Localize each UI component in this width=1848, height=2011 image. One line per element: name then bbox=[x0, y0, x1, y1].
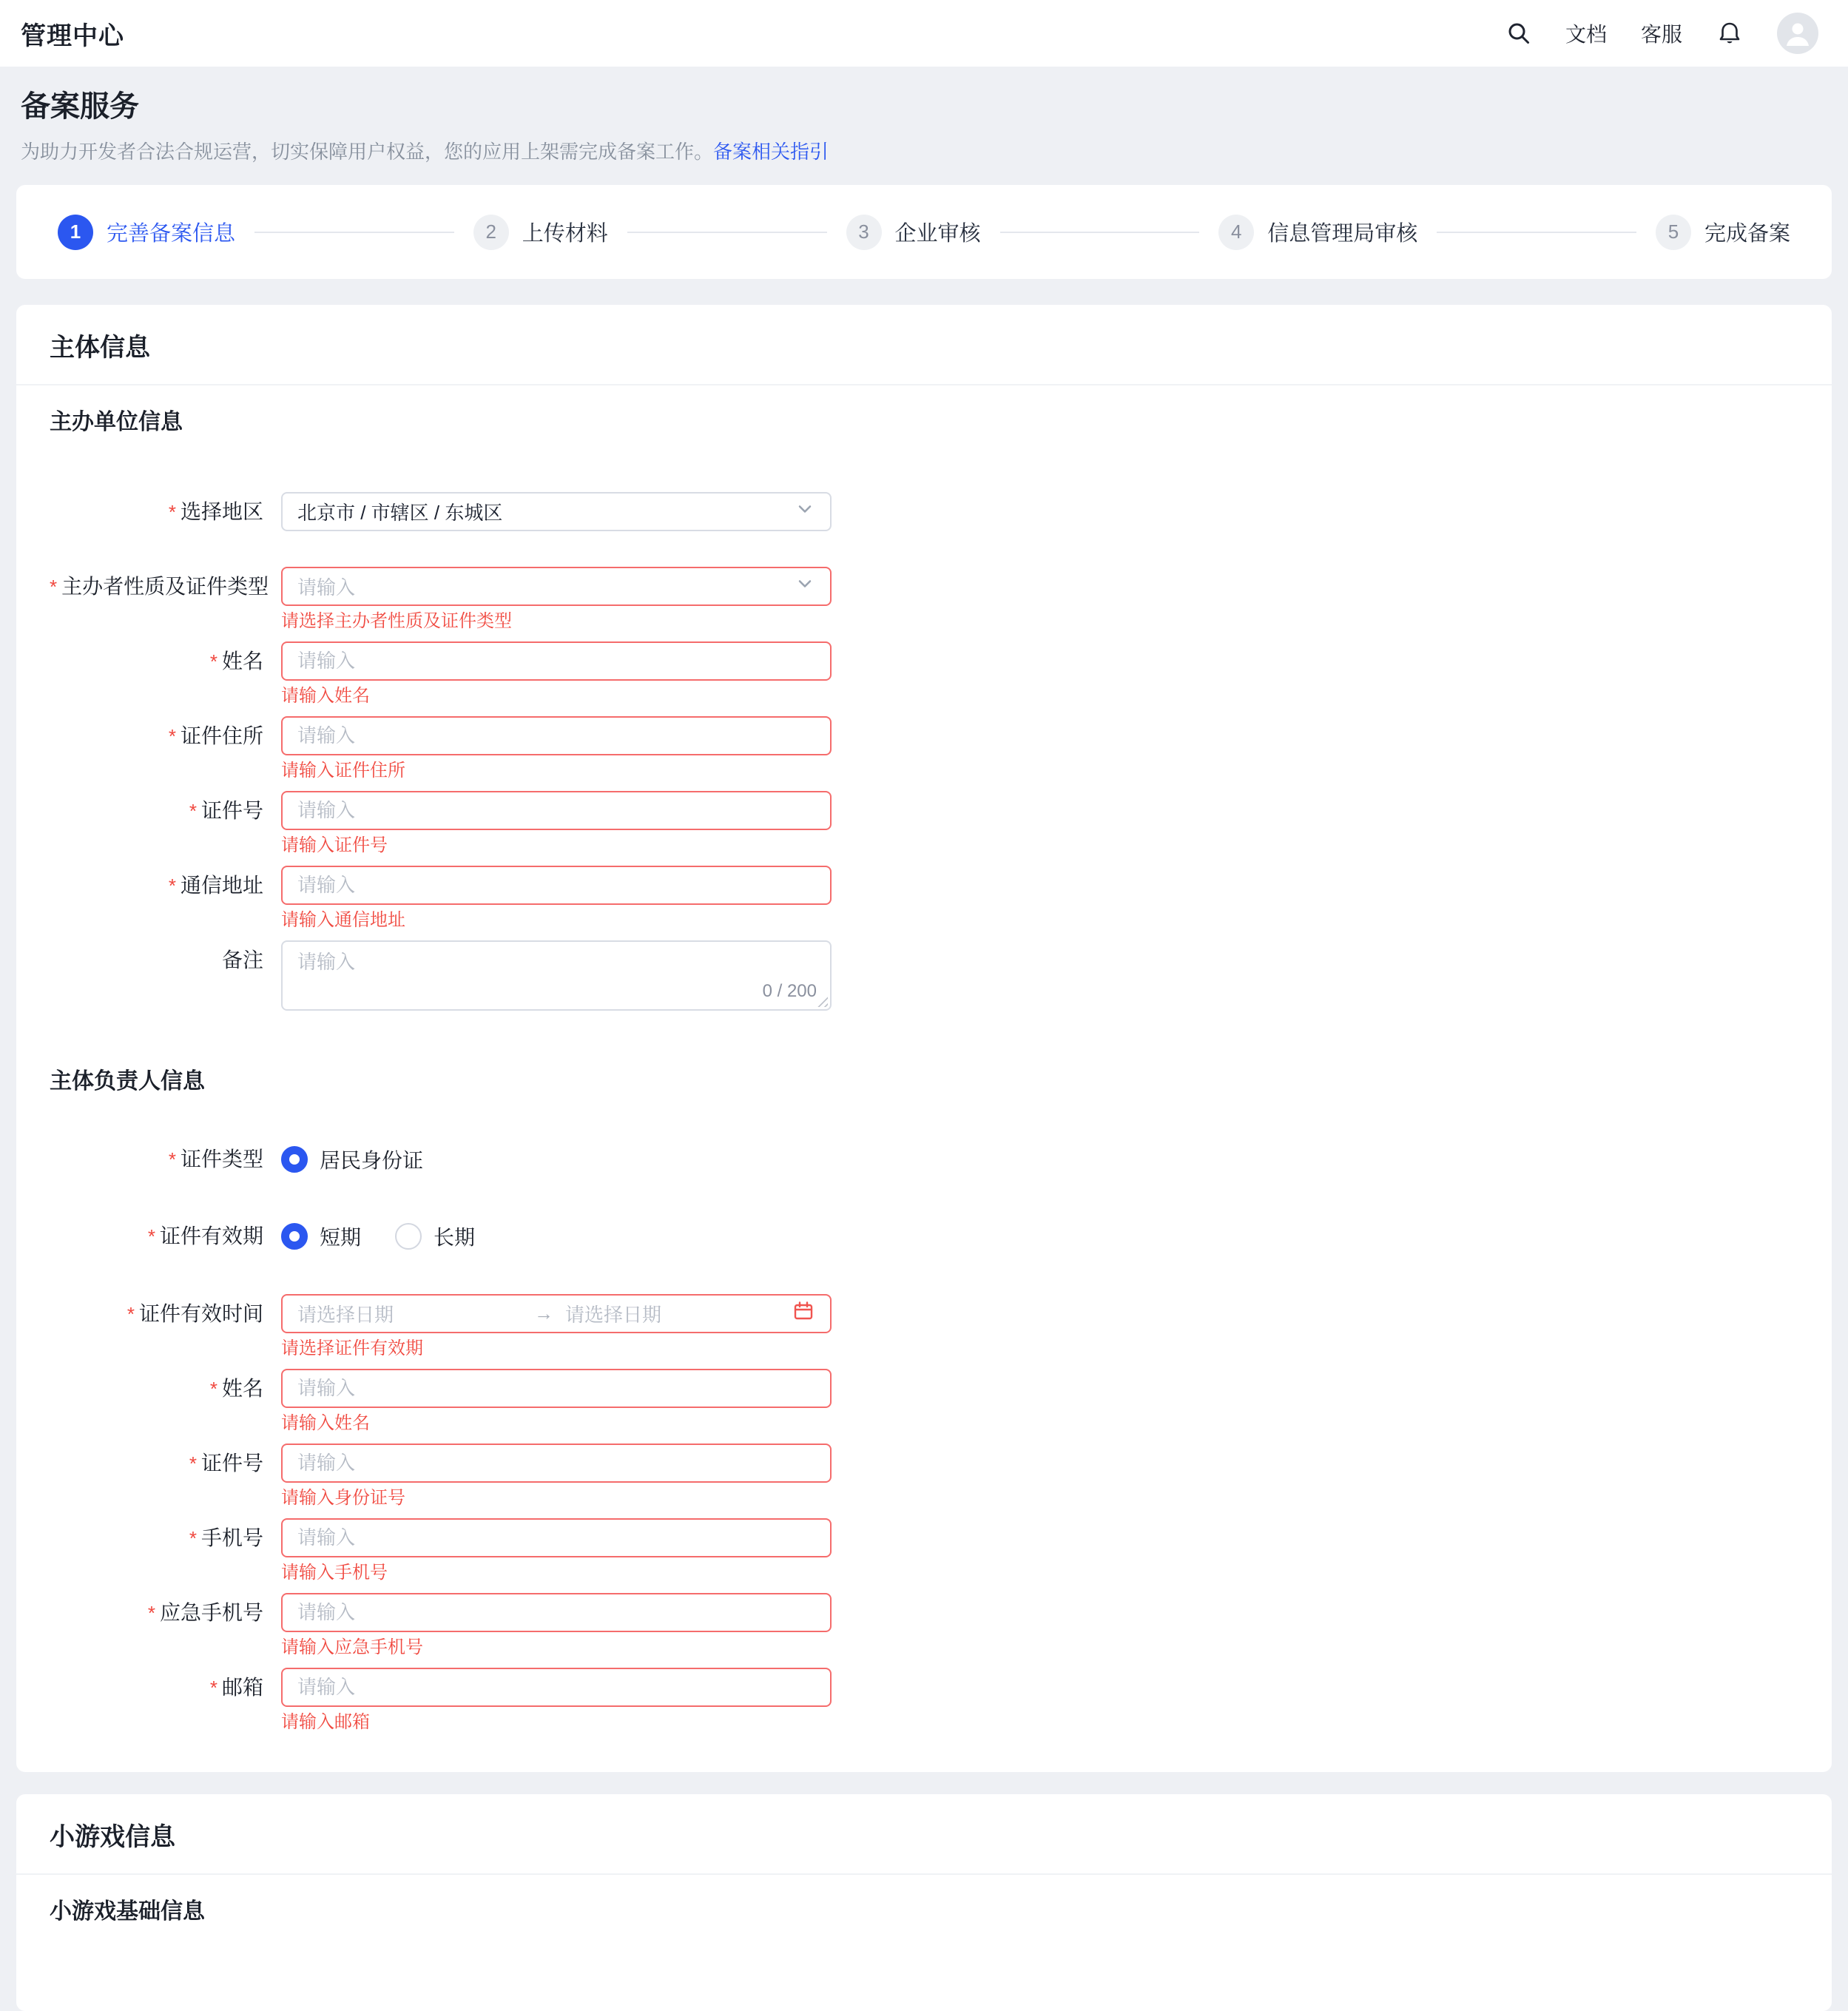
end-date-placeholder: 请选择日期 bbox=[565, 1304, 662, 1326]
docs-link[interactable]: 文档 bbox=[1565, 23, 1607, 46]
phone-error: 请输入手机号 bbox=[281, 1563, 388, 1583]
mailing-address-label: * 通信地址 bbox=[168, 874, 263, 897]
step-connector bbox=[1000, 232, 1200, 233]
step-4-authority-review bbox=[1218, 215, 1417, 250]
required-asterisk: * bbox=[168, 725, 176, 747]
principal-id-row bbox=[50, 1444, 1798, 1508]
radio-selected-icon bbox=[281, 1223, 308, 1250]
required-asterisk: * bbox=[209, 1378, 217, 1400]
emergency-phone-error: 请输入应急手机号 bbox=[281, 1637, 423, 1657]
principal-id-error: 请输入身份证号 bbox=[281, 1488, 405, 1508]
required-asterisk: * bbox=[189, 1452, 197, 1475]
phone-label: * 手机号 bbox=[189, 1526, 263, 1549]
required-asterisk: * bbox=[127, 1303, 135, 1325]
mailing-address-input[interactable] bbox=[281, 866, 832, 905]
chevron-down-icon bbox=[795, 499, 815, 525]
radio-resident-id-card[interactable] bbox=[281, 1145, 423, 1174]
email-label: * 邮箱 bbox=[209, 1676, 263, 1699]
page-subtitle-text: 为助力开发者合法合规运营，切实保障用户权益，您的应用上架需完成备案工作。 bbox=[21, 141, 714, 163]
cert-address-error: 请输入证件住所 bbox=[281, 761, 405, 781]
org-name-input[interactable] bbox=[281, 641, 832, 681]
minigame-info-card bbox=[16, 1794, 1832, 2011]
step-2-label: 上传材料 bbox=[522, 222, 608, 246]
email-input[interactable] bbox=[281, 1668, 832, 1707]
minigame-card-header bbox=[16, 1794, 1832, 1875]
phone-input[interactable] bbox=[281, 1518, 832, 1557]
step-4-number: 4 bbox=[1218, 215, 1254, 250]
principal-name-label: * 姓名 bbox=[209, 1377, 263, 1400]
topbar-actions bbox=[1506, 13, 1818, 54]
subject-info-title: 主体信息 bbox=[50, 334, 150, 362]
principal-validity-label: * 证件有效期 bbox=[147, 1225, 263, 1247]
step-5-label: 完成备案 bbox=[1704, 222, 1791, 246]
step-3-label: 企业审核 bbox=[894, 222, 981, 246]
step-connector bbox=[1437, 232, 1636, 233]
mailing-address-row bbox=[50, 866, 1798, 930]
radio-resident-id-card-label: 居民身份证 bbox=[320, 1149, 424, 1172]
step-5-filing-complete bbox=[1656, 215, 1790, 250]
step-4-label: 信息管理局审核 bbox=[1267, 222, 1418, 246]
remark-char-counter: 0 / 200 bbox=[762, 981, 817, 1001]
emergency-phone-input[interactable] bbox=[281, 1593, 832, 1632]
principal-section-title: 主体负责人信息 bbox=[50, 1069, 205, 1094]
required-asterisk: * bbox=[168, 875, 176, 897]
organizer-section-title: 主办单位信息 bbox=[50, 410, 183, 434]
avatar[interactable] bbox=[1777, 13, 1818, 54]
region-label: * 选择地区 bbox=[168, 500, 263, 523]
organizer-nature-select[interactable] bbox=[281, 567, 832, 606]
email-row bbox=[50, 1668, 1798, 1732]
radio-selected-icon bbox=[281, 1146, 308, 1173]
step-1-complete-filing-info bbox=[58, 215, 235, 250]
required-asterisk: * bbox=[209, 650, 217, 673]
remark-row bbox=[50, 940, 1798, 1011]
org-name-error: 请输入姓名 bbox=[281, 686, 370, 706]
date-range-arrow-icon: → bbox=[534, 1302, 553, 1324]
cert-number-error: 请输入证件号 bbox=[281, 835, 388, 855]
page-content bbox=[0, 67, 1848, 2011]
step-5-number: 5 bbox=[1656, 215, 1691, 250]
topbar bbox=[0, 0, 1848, 67]
app-title: 管理中心 bbox=[21, 21, 124, 50]
principal-name-row bbox=[50, 1369, 1798, 1433]
principal-name-input[interactable] bbox=[281, 1369, 832, 1408]
step-connector bbox=[627, 232, 827, 233]
step-1-label: 完善备案信息 bbox=[107, 222, 236, 246]
calendar-icon bbox=[792, 1299, 815, 1328]
validity-date-range-picker[interactable] bbox=[281, 1294, 832, 1333]
radio-long-term[interactable] bbox=[395, 1222, 475, 1251]
search-icon[interactable] bbox=[1506, 21, 1531, 46]
required-asterisk: * bbox=[50, 576, 58, 598]
organizer-nature-row bbox=[50, 567, 1798, 631]
cert-number-label: * 证件号 bbox=[189, 799, 263, 822]
cert-address-row bbox=[50, 716, 1798, 781]
required-asterisk: * bbox=[189, 1527, 197, 1549]
principal-validity-row bbox=[50, 1222, 1798, 1251]
principal-id-input[interactable] bbox=[281, 1444, 832, 1483]
step-connector bbox=[254, 232, 454, 233]
phone-row bbox=[50, 1518, 1798, 1583]
cert-address-label: * 证件住所 bbox=[168, 724, 263, 747]
steps-bar bbox=[16, 185, 1832, 279]
remark-textarea[interactable] bbox=[281, 940, 832, 1011]
subject-info-card-body bbox=[16, 385, 1832, 1772]
email-error: 请输入邮箱 bbox=[281, 1712, 370, 1732]
radio-long-term-label: 长期 bbox=[434, 1226, 476, 1249]
notification-bell-icon[interactable] bbox=[1716, 20, 1743, 47]
support-link[interactable]: 客服 bbox=[1640, 23, 1682, 46]
emergency-phone-label: * 应急手机号 bbox=[147, 1601, 263, 1624]
organizer-nature-error: 请选择主办者性质及证件类型 bbox=[281, 611, 512, 631]
required-asterisk: * bbox=[189, 800, 197, 822]
validity-period-label: * 证件有效时间 bbox=[127, 1302, 263, 1325]
step-2-number: 2 bbox=[473, 215, 509, 250]
principal-cert-type-row bbox=[50, 1145, 1798, 1174]
minigame-info-title: 小游戏信息 bbox=[50, 1823, 175, 1851]
required-asterisk: * bbox=[147, 1602, 155, 1624]
emergency-phone-row bbox=[50, 1593, 1798, 1657]
principal-name-error: 请输入姓名 bbox=[281, 1413, 370, 1433]
validity-period-row bbox=[50, 1294, 1798, 1358]
required-asterisk: * bbox=[168, 1148, 176, 1170]
filing-guide-link[interactable]: 备案相关指引 bbox=[713, 141, 829, 163]
step-1-number: 1 bbox=[58, 215, 93, 250]
organizer-nature-label: * 主办者性质及证件类型 bbox=[50, 575, 269, 598]
principal-cert-type-label: * 证件类型 bbox=[168, 1148, 263, 1170]
chevron-down-icon bbox=[795, 573, 815, 599]
radio-unselected-icon bbox=[395, 1223, 422, 1250]
minigame-card-body bbox=[16, 1875, 1832, 2011]
org-name-label: * 姓名 bbox=[209, 650, 263, 673]
principal-id-label: * 证件号 bbox=[189, 1452, 263, 1475]
cert-number-input[interactable] bbox=[281, 791, 832, 830]
page-title: 备案服务 bbox=[21, 90, 139, 123]
validity-period-error: 请选择证件有效期 bbox=[281, 1338, 423, 1358]
subject-info-card-header bbox=[16, 305, 1832, 385]
org-name-row bbox=[50, 641, 1798, 706]
page-subtitle bbox=[21, 137, 1832, 164]
start-date-placeholder: 请选择日期 bbox=[297, 1304, 394, 1326]
organizer-nature-placeholder: 请输入 bbox=[297, 576, 356, 599]
remark-label: 备注 bbox=[221, 949, 263, 971]
radio-short-term-label: 短期 bbox=[320, 1226, 362, 1249]
region-select-value: 北京市 / 市辖区 / 东城区 bbox=[297, 502, 503, 524]
region-select[interactable] bbox=[281, 492, 832, 531]
required-asterisk: * bbox=[168, 501, 176, 523]
subject-info-card bbox=[16, 305, 1832, 1772]
required-asterisk: * bbox=[209, 1677, 217, 1699]
cert-number-row bbox=[50, 791, 1798, 855]
minigame-basic-section-title: 小游戏基础信息 bbox=[50, 1899, 205, 1924]
region-row bbox=[50, 492, 1798, 532]
radio-short-term[interactable] bbox=[281, 1222, 361, 1251]
step-2-upload-materials bbox=[473, 215, 608, 250]
required-asterisk: * bbox=[147, 1225, 155, 1247]
step-3-number: 3 bbox=[846, 215, 882, 250]
step-3-enterprise-review bbox=[846, 215, 981, 250]
mailing-address-error: 请输入通信地址 bbox=[281, 910, 405, 930]
cert-address-input[interactable] bbox=[281, 716, 832, 755]
